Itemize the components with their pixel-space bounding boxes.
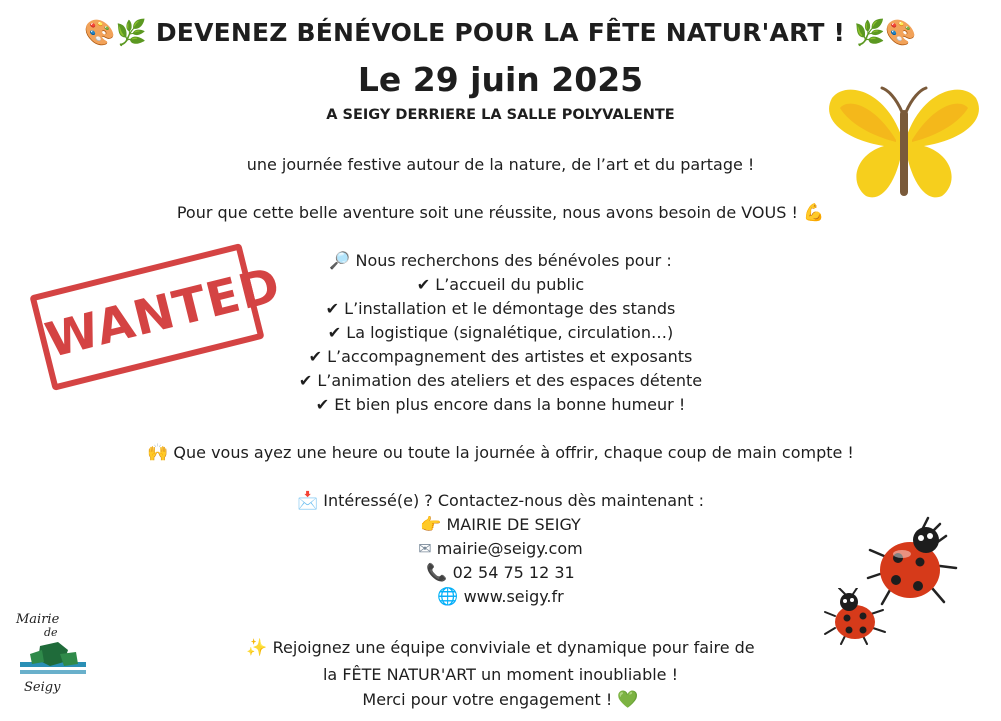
contact-heading [0, 491, 1001, 511]
flexed-biceps-icon: 💪 [802, 203, 825, 223]
closing-text-1: Rejoignez une équipe conviviale et dynamique pour faire de [272, 638, 755, 657]
offer-text: Que vous ayez une heure ou toute la journée à offrir, chaque coup de main compte ! [173, 443, 854, 462]
magnifier-icon: 🔎 [329, 251, 351, 271]
check-icon: ✔ [308, 347, 323, 366]
check-icon: ✔ [327, 323, 342, 342]
globe-icon: 🌐 [437, 587, 459, 607]
event-date: Le 29 juin 2025 [357, 60, 644, 99]
envelope-arrow-icon: 📩 [297, 491, 319, 511]
check-icon: ✔ [416, 275, 431, 294]
check-icon: ✔ [315, 395, 330, 414]
closing-text-3: Merci pour votre engagement ! [362, 690, 613, 709]
contact-heading-text: Intéressé(e) ? Contactez-nous dès maintenant : [323, 491, 704, 510]
closing-line-2: la FÊTE NATUR'ART un moment inoubliable ! [322, 665, 679, 684]
list-item-text: Et bien plus encore dans la bonne humeur ! [334, 395, 686, 414]
list-item [0, 395, 1001, 414]
check-icon: ✔ [298, 371, 313, 390]
contact-phone [0, 563, 1001, 583]
logo-text-seigy: Seigy [24, 680, 61, 695]
contact-org-text: MAIRIE DE SEIGY [446, 515, 581, 534]
contact-org [0, 515, 1001, 535]
offer-line [0, 443, 1001, 463]
closing-line-3 [0, 690, 1001, 710]
check-icon: ✔ [325, 299, 340, 318]
raised-hands-icon: 🙌 [147, 443, 169, 463]
tagline: une journée festive autour de la nature, de l’art et du partage ! [246, 155, 755, 174]
butterfly-icon [826, 80, 982, 204]
mail-icon: ✉ [418, 539, 432, 558]
list-item-text: L’accompagnement des artistes et exposants [327, 347, 693, 366]
list-item [0, 371, 1001, 390]
phone-icon: 📞 [426, 563, 448, 583]
mairie-logo [10, 610, 100, 706]
list-item-text: L’animation des ateliers et des espaces détente [317, 371, 703, 390]
event-location: A SEIGY DERRIERE LA SALLE POLYVALENTE [326, 107, 675, 123]
ladybug-small-icon [823, 588, 887, 646]
email-link[interactable]: mairie@seigy.com [436, 539, 583, 558]
list-item-text: La logistique (signalétique, circulation…) [346, 323, 674, 342]
logo-text-de: de [44, 626, 58, 639]
sparkles-icon: ✨ [246, 638, 268, 658]
list-item-text: L’accueil du public [435, 275, 585, 294]
tasks-heading-text: Nous recherchons des bénévoles pour : [355, 251, 672, 270]
logo-text-mairie: Mairie [16, 612, 60, 627]
phone-number: 02 54 75 12 31 [452, 563, 575, 582]
website-link[interactable]: www.seigy.fr [463, 587, 564, 606]
wanted-stamp: WANTED [29, 243, 264, 391]
need-line [0, 203, 1001, 223]
logo-emblem-icon [20, 640, 86, 682]
need-text: Pour que cette belle aventure soit une réussite, nous avons besoin de VOUS ! [176, 203, 798, 222]
list-item-text: L’installation et le démontage des stands [344, 299, 676, 318]
green-heart-icon: 💚 [617, 690, 639, 710]
page-title: 🎨🌿 DEVENEZ BÉNÉVOLE POUR LA FÊTE NATUR'ART ! 🌿🎨 [84, 18, 917, 47]
contact-email [0, 539, 1001, 558]
pointing-hand-icon: 👉 [420, 515, 442, 535]
